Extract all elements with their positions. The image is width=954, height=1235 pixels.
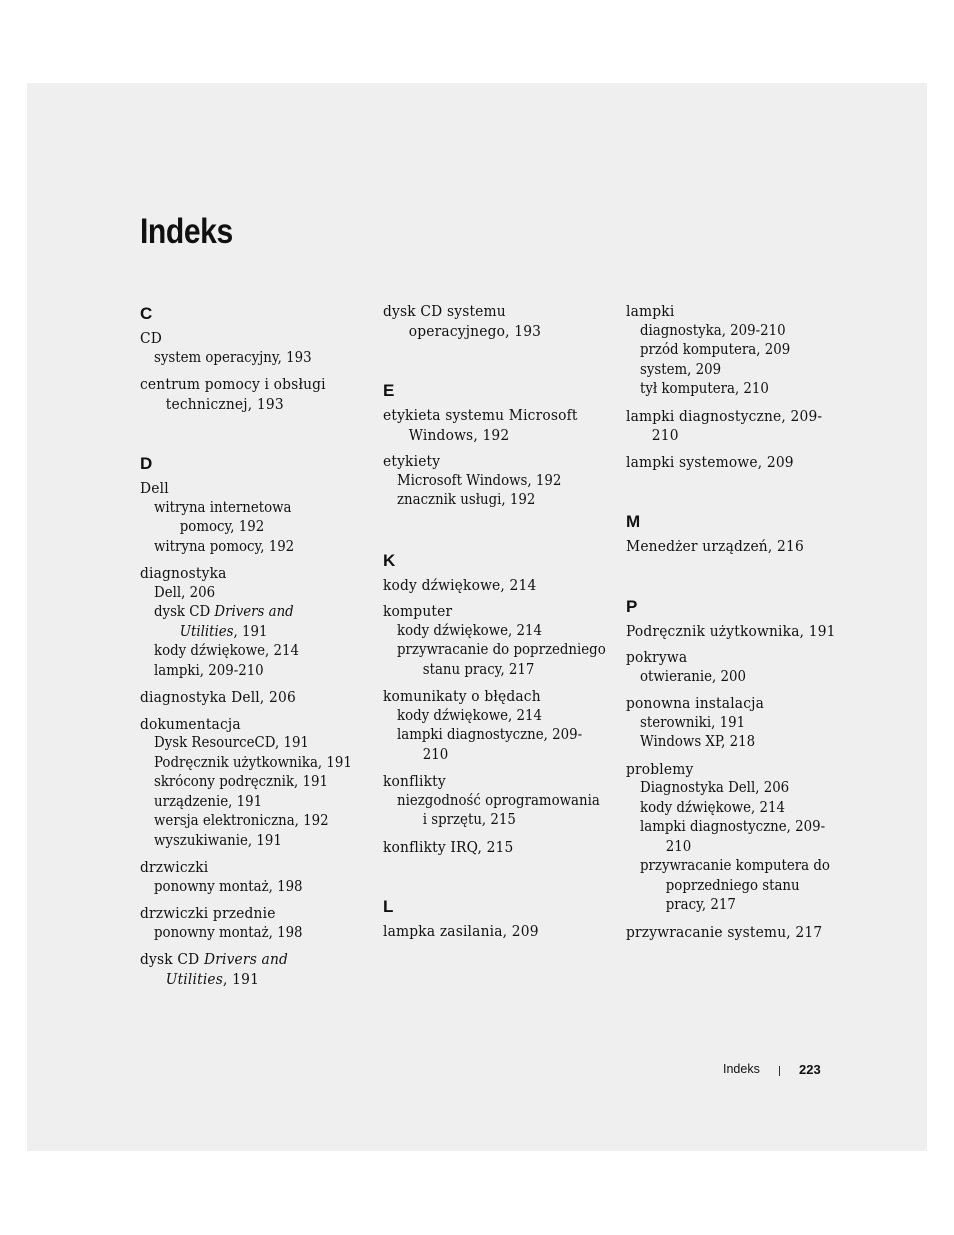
index-entry xyxy=(383,406,608,445)
entry-subterm: ponowny montaż, 198 xyxy=(154,878,303,895)
entry-subterm: Microsoft Windows, 192 xyxy=(397,472,562,489)
index-entry xyxy=(626,407,856,446)
index-entry xyxy=(626,923,856,943)
entry-subterm: lampki diagnostyczne, 209- 210 xyxy=(640,819,826,855)
entry-subterm: witryna pomocy, 192 xyxy=(154,538,295,555)
index-section-p xyxy=(626,595,856,943)
index-entry xyxy=(626,537,856,557)
page-title: Indeks xyxy=(140,212,233,251)
section-letter: L xyxy=(383,897,394,916)
index-entry xyxy=(140,715,365,852)
entry-subterm: Windows XP, 218 xyxy=(640,734,756,750)
entry-term-line: technicznej, 193 xyxy=(165,394,284,413)
entry-term: diagnostyka xyxy=(140,564,227,582)
index-entry xyxy=(140,564,365,681)
section-letter: K xyxy=(383,550,396,570)
entry-subterm: przywracanie do poprzedniego stanu pracy, 217 xyxy=(397,642,606,678)
index-entry xyxy=(626,760,856,916)
entry-term: lampki xyxy=(626,302,675,320)
entry-term: dokumentacja xyxy=(140,714,241,733)
entry-subterm: niezgodność oprogramowania i sprzętu, 215 xyxy=(397,792,600,828)
entry-term: ponowna instalacja xyxy=(626,694,764,712)
section-letter: D xyxy=(140,454,153,473)
entry-subterm: kody dźwiękowe, 214 xyxy=(154,643,299,659)
index-entry xyxy=(383,838,608,858)
page-number: 223 xyxy=(799,1062,821,1077)
index-entry xyxy=(383,576,608,596)
footer-divider xyxy=(779,1066,780,1076)
section-letter: M xyxy=(626,512,641,531)
index-entry xyxy=(383,302,608,341)
entry-subterm: sterowniki, 191 xyxy=(640,714,746,731)
entry-term: lampki systemowe, 209 xyxy=(626,452,794,471)
index-entry xyxy=(383,922,608,942)
index-section-d-cont xyxy=(383,302,608,341)
entry-subterm: lampki diagnostyczne, 209- 210 xyxy=(397,727,583,763)
index-entry xyxy=(383,602,608,680)
index-section-c xyxy=(140,302,365,414)
entry-subterm: kody dźwiękowe, 214 xyxy=(397,622,542,639)
entry-subterm-line: witryna internetowa xyxy=(154,499,292,516)
index-entry xyxy=(626,648,856,687)
entry-term-italic: dysk CD Drivers and Utilities, 191 xyxy=(140,950,289,988)
entry-term-line: centrum pomocy i obsługi xyxy=(140,375,326,393)
index-entry xyxy=(140,858,365,897)
index-section-k xyxy=(383,549,608,858)
index-entry xyxy=(140,329,365,368)
entry-subterm: lampki, 209-210 xyxy=(154,662,264,679)
entry-subterm: system operacyjny, 193 xyxy=(154,349,312,366)
entry-subterm: ponowny montaż, 198 xyxy=(154,924,303,941)
index-section-d xyxy=(140,452,365,989)
index-column-3 xyxy=(626,302,856,942)
index-entry xyxy=(383,452,608,511)
index-section-l-cont xyxy=(626,302,856,472)
entry-subterm: urządzenie, 191 xyxy=(154,793,263,810)
entry-subterm: skrócony podręcznik, 191 xyxy=(154,774,328,790)
entry-term: konflikty xyxy=(383,772,446,790)
entry-term xyxy=(140,375,347,414)
index-section-m xyxy=(626,510,856,557)
footer-label: Indeks xyxy=(723,1062,760,1076)
entry-term: konflikty IRQ, 215 xyxy=(383,837,514,856)
page-footer xyxy=(700,1062,822,1080)
index-entry xyxy=(140,688,365,708)
entry-subterm: otwieranie, 200 xyxy=(640,668,747,685)
entry-subterm: przód komputera, 209 xyxy=(640,342,791,358)
entry-subterm: diagnostyka, 209-210 xyxy=(640,322,786,339)
index-entry xyxy=(626,302,856,400)
index-entry xyxy=(140,904,365,943)
entry-subterm: wyszukiwanie, 191 xyxy=(154,832,282,849)
index-entry xyxy=(140,479,365,557)
entry-subterm: wersja elektroniczna, 192 xyxy=(154,813,329,829)
entry-term: komunikaty o błędach xyxy=(383,687,541,705)
section-letter: E xyxy=(383,381,395,400)
entry-term: diagnostyka Dell, 206 xyxy=(140,688,296,706)
entry-term: lampka zasilania, 209 xyxy=(383,922,539,940)
entry-subterm xyxy=(154,499,348,538)
entry-subterm: Podręcznik użytkownika, 191 xyxy=(154,754,352,771)
index-entry xyxy=(383,772,608,831)
entry-subterm-italic: dysk CD Drivers and Utilities, 191 xyxy=(154,604,294,640)
index-entry xyxy=(626,694,856,753)
entry-term: drzwiczki xyxy=(140,858,209,876)
entry-term: problemy xyxy=(626,759,694,778)
entry-term: CD xyxy=(140,329,162,347)
entry-subterm: Dell, 206 xyxy=(154,584,216,601)
entry-subterm: przywracanie komputera do poprzedniego stanu pracy, 217 xyxy=(640,858,830,913)
entry-term: drzwiczki przednie xyxy=(140,904,276,922)
section-letter: C xyxy=(140,304,153,323)
entry-term: etykiety xyxy=(383,452,441,470)
index-column-2 xyxy=(383,302,608,942)
entry-term: etykieta systemu Microsoft Windows, 192 xyxy=(383,406,578,444)
entry-subterm: system, 209 xyxy=(640,361,722,378)
entry-term: Podręcznik użytkownika, 191 xyxy=(626,621,836,640)
index-section-l xyxy=(383,895,608,942)
index-column-1 xyxy=(140,302,365,989)
section-letter: P xyxy=(626,596,638,616)
index-section-e xyxy=(383,379,608,511)
entry-term: Dell xyxy=(140,479,169,497)
entry-subterm: tył komputera, 210 xyxy=(640,381,769,397)
entry-term: pokrywa xyxy=(626,648,688,666)
entry-subterm-line: pomocy, 192 xyxy=(179,519,265,535)
entry-subterm: kody dźwiękowe, 214 xyxy=(397,707,542,724)
entry-term: kody dźwiękowe, 214 xyxy=(383,575,537,594)
entry-subterm: Dysk ResourceCD, 191 xyxy=(154,735,309,751)
index-entry xyxy=(626,453,856,473)
entry-term: lampki diagnostyczne, 209- 210 xyxy=(626,406,823,444)
entry-term: dysk CD systemu operacyjnego, 193 xyxy=(383,302,542,340)
entry-term: przywracanie systemu, 217 xyxy=(626,922,823,941)
index-entry xyxy=(383,687,608,765)
entry-term: Menedżer urządzeń, 216 xyxy=(626,537,804,555)
entry-subterm: kody dźwiękowe, 214 xyxy=(640,799,785,816)
index-entry xyxy=(140,950,365,989)
index-entry xyxy=(140,375,365,414)
index-entry xyxy=(626,622,856,642)
entry-subterm: Diagnostyka Dell, 206 xyxy=(640,780,790,796)
entry-term: komputer xyxy=(383,602,453,620)
entry-subterm: znacznik usługi, 192 xyxy=(397,492,536,508)
